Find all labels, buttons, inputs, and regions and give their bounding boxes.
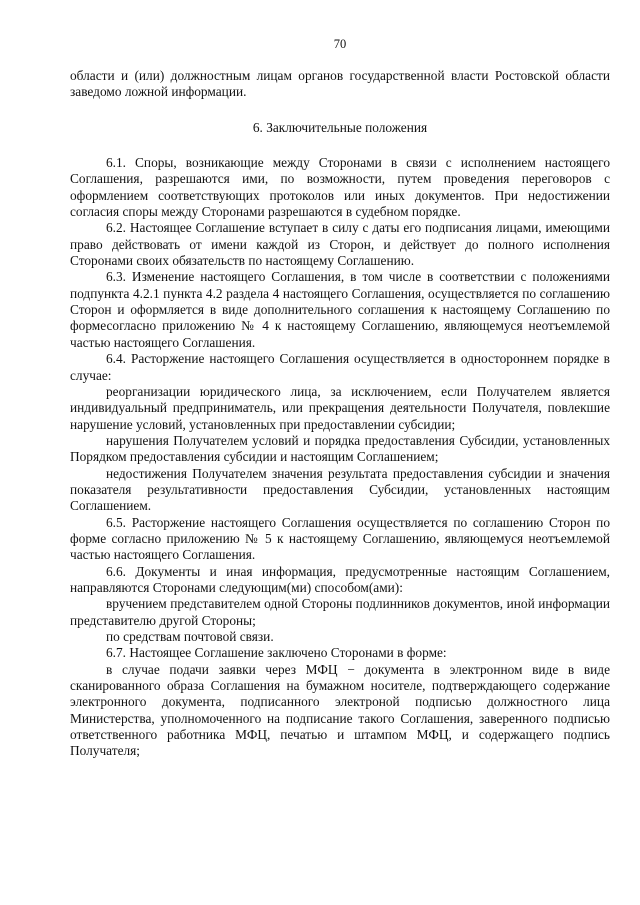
paragraph-6-6-item-1: вручением представителем одной Стороны подлинников документов, иной информации представителю другой Стороны; [70, 596, 610, 628]
document-body [70, 68, 610, 760]
paragraph-6-2: 6.2. Настоящее Соглашение вступает в силу с даты его подписания лицами, имеющими право действовать от имени каждой из Сторон, и действует до полного исполнения Сторонами своих обязательств по настоящему Соглашению. [70, 220, 610, 269]
paragraph-6-4-item-1: реорганизации юридического лица, за исключением, если Получателем является индивидуальный предприниматель, или прекращения деятельности Получателя, повлекшие нарушение условий, установленных при предоставлении субсидии; [70, 383, 610, 432]
paragraph-6-4: 6.4. Расторжение настоящего Соглашения осуществляется в одностороннем порядке в случае: [70, 351, 610, 383]
paragraph-6-7-item-1: в случае подачи заявки через МФЦ − документа в электронном виде в виде сканированного образа Соглашения на бумажном носителе, подтверждающего содержание электронного документа, подписанного электроной подписью должностного лица Министерства, уполномоченного на подписание такого Соглашения, заверенного подписью ответственного работника МФЦ, печатью и штампом МФЦ, и содержащего подпись Получателя; [70, 661, 610, 759]
paragraph-6-7: 6.7. Настоящее Соглашение заключено Сторонами в форме: [106, 645, 447, 661]
paragraph-6-6-item-2: по средствам почтовой связи. [106, 629, 274, 644]
paragraph-6-6: 6.6. Документы и иная информация, предусмотренные настоящим Соглашением, направляются Сторонами следующим(ми) способом(ами): [70, 563, 610, 595]
paragraph-6-1: 6.1. Споры, возникающие между Сторонами в связи с исполнением настоящего Соглашения, разрешаются ими, по возможности, путем проведения переговоров с оформлением соответствующих протоколов или иных документов. При недостижении согласия споры между Сторонами разрешаются в судебном порядке. [70, 155, 610, 220]
paragraph-6-4-item-2: нарушения Получателем условий и порядка предоставления Субсидии, установленных Порядком предоставления субсидии и настоящим Соглашением; [70, 432, 610, 465]
section-heading: 6. Заключительные положения [252, 119, 428, 135]
paragraph-6-3: 6.3. Изменение настоящего Соглашения, в том числе в соответствии с положениями подпункта 4.2.1 пункта 4.2 раздела 4 настоящего Соглашения, осуществляется по соглашению Сторон и оформляется в виде дополнительного соглашения к настоящему Соглашению по формесогласно приложению № 4 к настоящему Соглашению, являющемуся неотъемлемой частью настоящего Соглашения. [70, 269, 610, 350]
page-number: 70 [333, 37, 347, 51]
paragraph-continuation: области и (или) должностным лицам органов государственной власти Ростовской области заведомо ложной информации. [70, 68, 610, 100]
paragraph-6-4-item-3: недостижения Получателем значения результата предоставления субсидии и значения показателя результативности предоставления Субсидии, установленных настоящим Соглашением. [70, 465, 610, 514]
paragraph-6-5: 6.5. Расторжение настоящего Соглашения осуществляется по соглашению Сторон по форме согласно приложению № 5 к настоящему Соглашению, являющемуся неотъемлемой частью настоящего Соглашения. [70, 514, 610, 563]
